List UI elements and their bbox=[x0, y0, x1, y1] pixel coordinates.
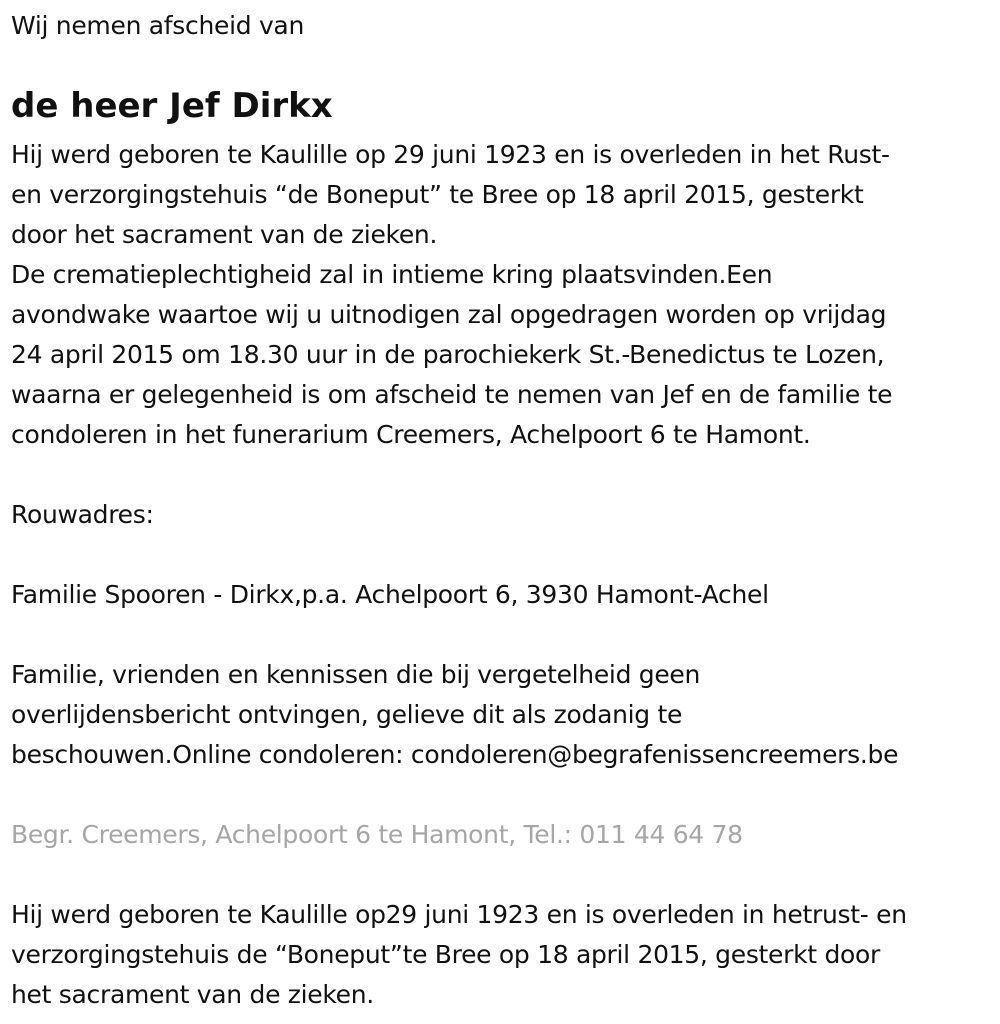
announcement-line: De crematieplechtigheid zal in intieme kring plaatsvinden.Een bbox=[11, 260, 773, 289]
repeat-paragraph bbox=[11, 895, 907, 1015]
announcement-line: waarna er gelegenheid is om afscheid te nemen van Jef en de familie te bbox=[11, 380, 893, 409]
announcement-line: condoleren in het funerarium Creemers, Achelpoort 6 te Hamont. bbox=[11, 420, 811, 449]
announcement-line: en verzorgingstehuis “de Boneput” te Bree op 18 april 2015, gesterkt bbox=[11, 180, 864, 209]
intro-text: Wij nemen afscheid van bbox=[11, 11, 304, 40]
announcement-line: avondwake waartoe wij u uitnodigen zal opgedragen worden op vrijdag bbox=[11, 300, 887, 329]
announcement-line: 24 april 2015 om 18.30 uur in de parochiekerk St.-Benedictus te Lozen, bbox=[11, 340, 885, 369]
mourning-address: Familie Spooren - Dirkx,p.a. Achelpoort 6, 3930 Hamont-Achel bbox=[11, 580, 769, 609]
condolence-line: beschouwen.Online condoleren: condoleren@begrafenissencreemers.be bbox=[11, 740, 899, 769]
announcement-line: Hij werd geboren te Kaulille op 29 juni 1923 en is overleden in het Rust- bbox=[11, 140, 890, 169]
funeral-home-contact: Begr. Creemers, Achelpoort 6 te Hamont, Tel.: 011 44 64 78 bbox=[11, 820, 743, 849]
repeat-line: Hij werd geboren te Kaulille op29 juni 1923 en is overleden in hetrust- en bbox=[11, 900, 907, 929]
repeat-line: het sacrament van de zieken. bbox=[11, 980, 374, 1009]
condolence-line: Familie, vrienden en kennissen die bij vergetelheid geen bbox=[11, 660, 701, 689]
funeral-home-block bbox=[11, 815, 743, 855]
deceased-name: de heer Jef Dirkx bbox=[11, 86, 333, 126]
condolence-paragraph bbox=[11, 655, 898, 775]
mourning-address-block bbox=[11, 575, 769, 615]
repeat-line: verzorgingstehuis de “Boneput”te Bree op 18 april 2015, gesterkt door bbox=[11, 940, 880, 969]
mourning-address-label-block bbox=[11, 495, 154, 535]
mourning-address-label: Rouwadres: bbox=[11, 500, 154, 529]
condolence-line: overlijdensbericht ontvingen, gelieve dit als zodanig te bbox=[11, 700, 683, 729]
announcement-line: door het sacrament van de zieken. bbox=[11, 220, 438, 249]
announcement-paragraph bbox=[11, 135, 892, 455]
